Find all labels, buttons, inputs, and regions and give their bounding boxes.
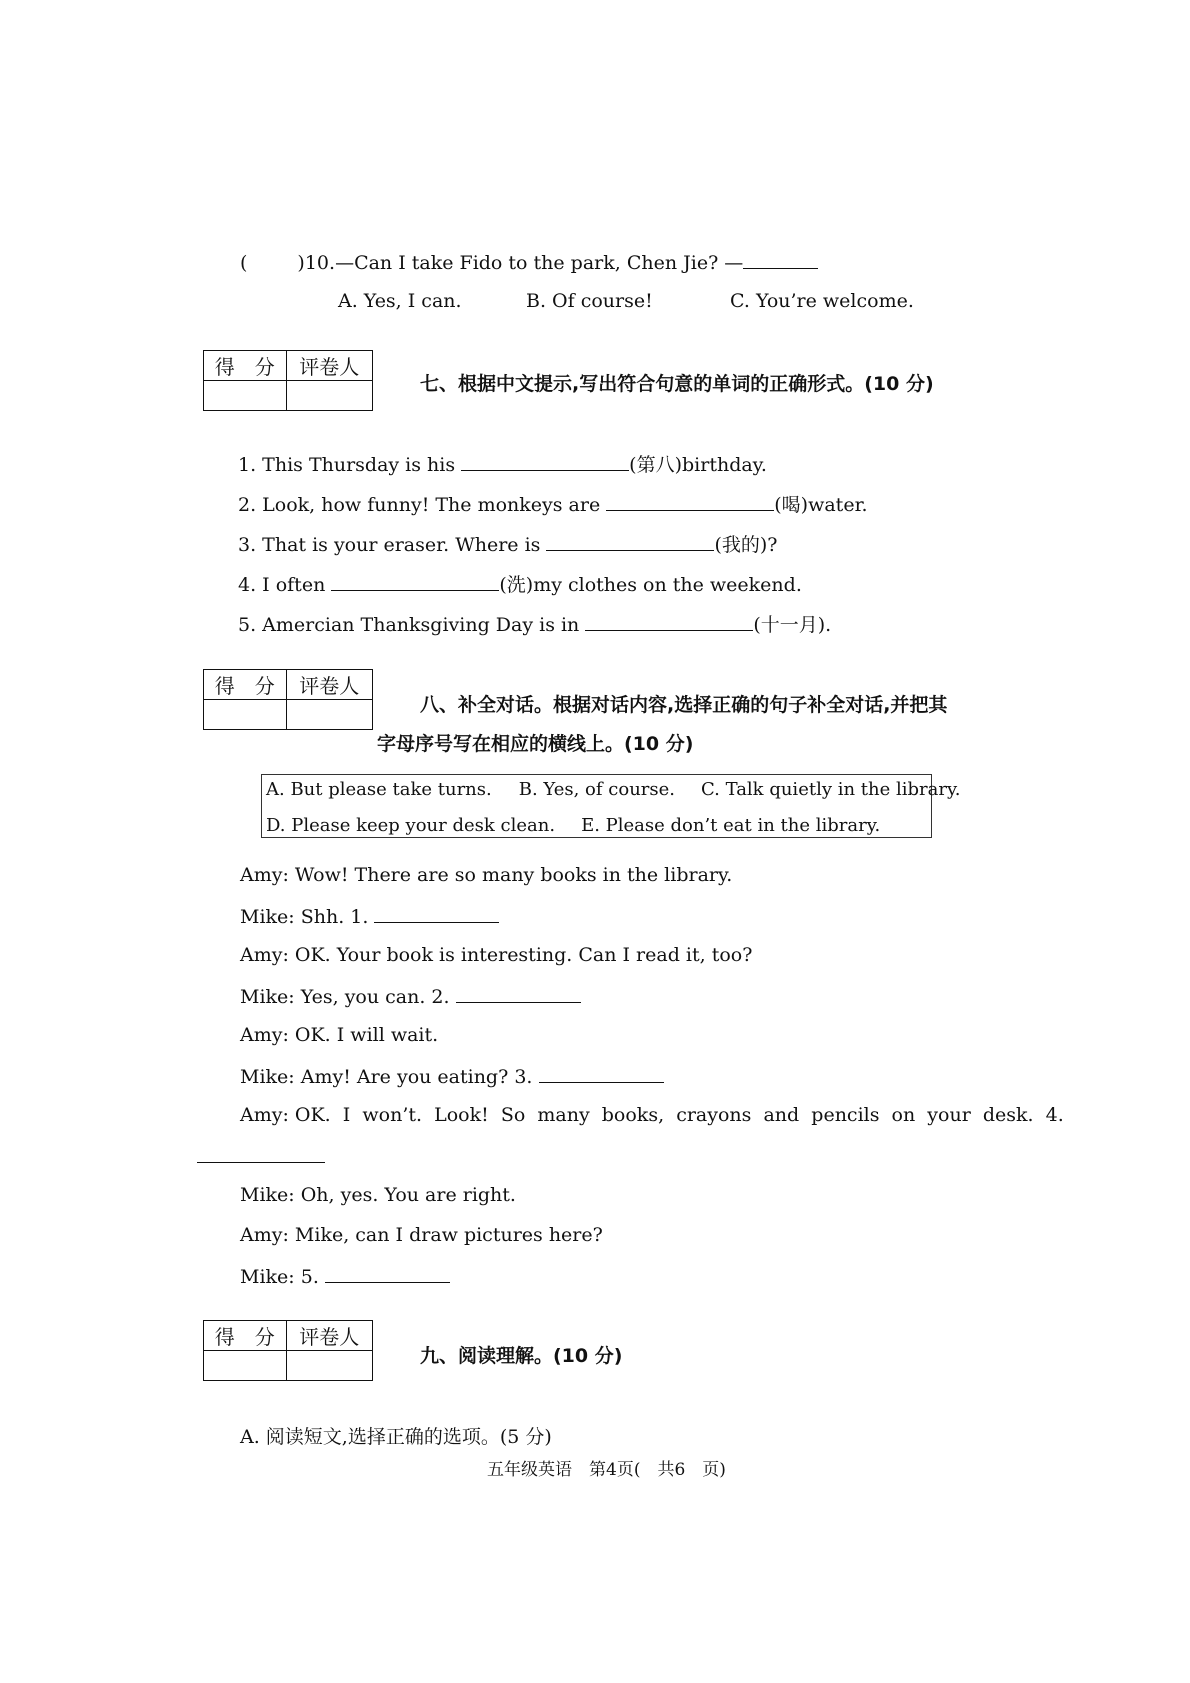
answer-blank[interactable] [546, 532, 714, 551]
dialogue-line: Amy: OK. Your book is interesting. Can I read it, too? [240, 944, 753, 966]
dialogue-line: Amy: OK. I won’t. Look! So many books, crayons and pencils on your desk. 4. [240, 1104, 1064, 1126]
option-e: E. Please don’t eat in the library. [581, 815, 881, 836]
dialogue-text: Mike: Shh. 1. [240, 906, 369, 928]
question-number: 10. [304, 252, 336, 274]
answer-blank[interactable] [197, 1144, 325, 1163]
dialogue-line: Amy: OK. I will wait. [240, 1024, 439, 1046]
dialogue-line: Amy: Wow! There are so many books in the library. [240, 864, 733, 886]
score-cell[interactable] [204, 381, 287, 411]
score-table [203, 1320, 373, 1381]
page-footer: 五年级英语 第4页( 共6 页) [487, 1460, 726, 1480]
answer-blank[interactable] [331, 572, 499, 591]
item-text: birthday. [682, 454, 767, 476]
dialogue-text: Mike: Amy! Are you eating? 3. [240, 1066, 533, 1088]
dialogue-line: Mike: Oh, yes. You are right. [240, 1184, 516, 1206]
dialogue-line [240, 904, 499, 928]
item-text: 4. I often [238, 574, 326, 596]
options-row-1 [266, 779, 960, 800]
score-label: 得 分 [204, 1321, 287, 1351]
section-7-item [238, 530, 777, 557]
option-d: D. Please keep your desk clean. [266, 815, 556, 836]
grader-label: 评卷人 [286, 1321, 372, 1351]
dialogue-line [240, 1064, 664, 1088]
answer-blank[interactable] [325, 1264, 450, 1283]
answer-blank[interactable] [743, 250, 818, 269]
section-8-title-line-1: 八、补全对话。根据对话内容,选择正确的句子补全对话,并把其 [420, 694, 948, 716]
section-7-item [238, 450, 767, 477]
item-text: . [825, 614, 832, 636]
dialogue-line [240, 1264, 450, 1288]
item-text: my clothes on the weekend. [533, 574, 802, 596]
option-c: C. Talk quietly in the library. [701, 779, 961, 800]
section-7-item [238, 490, 868, 517]
item-text: 1. This Thursday is his [238, 454, 456, 476]
option-b: B. Yes, of course. [518, 779, 676, 800]
answer-paren-open: ( [240, 252, 248, 274]
section-9-title: 九、阅读理解。(10 分) [420, 1345, 623, 1367]
chinese-hint: (我的) [714, 534, 768, 556]
item-text: 5. Amercian Thanksgiving Day is in [238, 614, 580, 636]
score-table [203, 669, 373, 730]
section-8-title-line-2: 字母序号写在相应的横线上。(10 分) [377, 733, 694, 755]
option-a: A. But please take turns. [266, 779, 492, 800]
chinese-hint: (第八) [629, 454, 682, 476]
answer-blank[interactable] [585, 612, 753, 631]
dialogue-line [240, 984, 581, 1008]
options-box [261, 774, 961, 838]
dialogue-text: Mike: 5. [240, 1266, 319, 1288]
grader-label: 评卷人 [286, 670, 372, 700]
question-10 [240, 250, 818, 274]
answer-blank[interactable] [374, 904, 499, 923]
score-label: 得 分 [204, 670, 287, 700]
section-7-title: 七、根据中文提示,写出符合句意的单词的正确形式。(10 分) [420, 373, 934, 395]
grader-cell[interactable] [286, 700, 372, 730]
dialogue-text: Mike: Yes, you can. 2. [240, 986, 450, 1008]
section-7-item [238, 610, 831, 637]
answer-blank[interactable] [539, 1064, 664, 1083]
chinese-hint: (喝) [774, 494, 809, 516]
q10-option-b: B. Of course! [526, 290, 653, 312]
answer-blank[interactable] [606, 492, 774, 511]
answer-blank[interactable] [456, 984, 581, 1003]
q10-option-c: C. You’re welcome. [730, 290, 914, 312]
section-9-part-a: A. 阅读短文,选择正确的选项。(5 分) [240, 1426, 552, 1448]
score-cell[interactable] [204, 700, 287, 730]
grader-cell[interactable] [286, 381, 372, 411]
options-row-2 [266, 815, 880, 836]
chinese-hint: (洗) [499, 574, 534, 596]
chinese-hint: (十一月) [753, 614, 826, 636]
answer-paren-close: ) [297, 252, 305, 274]
score-cell[interactable] [204, 1351, 287, 1381]
dialogue-line: Amy: Mike, can I draw pictures here? [240, 1224, 603, 1246]
q10-option-a: A. Yes, I can. [338, 290, 462, 312]
question-text: —Can I take Fido to the park, Chen Jie? — [335, 252, 744, 274]
item-text: 3. That is your eraser. Where is [238, 534, 541, 556]
item-text: water. [808, 494, 868, 516]
score-label: 得 分 [204, 351, 287, 381]
section-7-item [238, 570, 802, 597]
score-table [203, 350, 373, 411]
grader-cell[interactable] [286, 1351, 372, 1381]
answer-blank[interactable] [461, 452, 629, 471]
item-text: ? [767, 534, 778, 556]
item-text: 2. Look, how funny! The monkeys are [238, 494, 601, 516]
grader-label: 评卷人 [286, 351, 372, 381]
